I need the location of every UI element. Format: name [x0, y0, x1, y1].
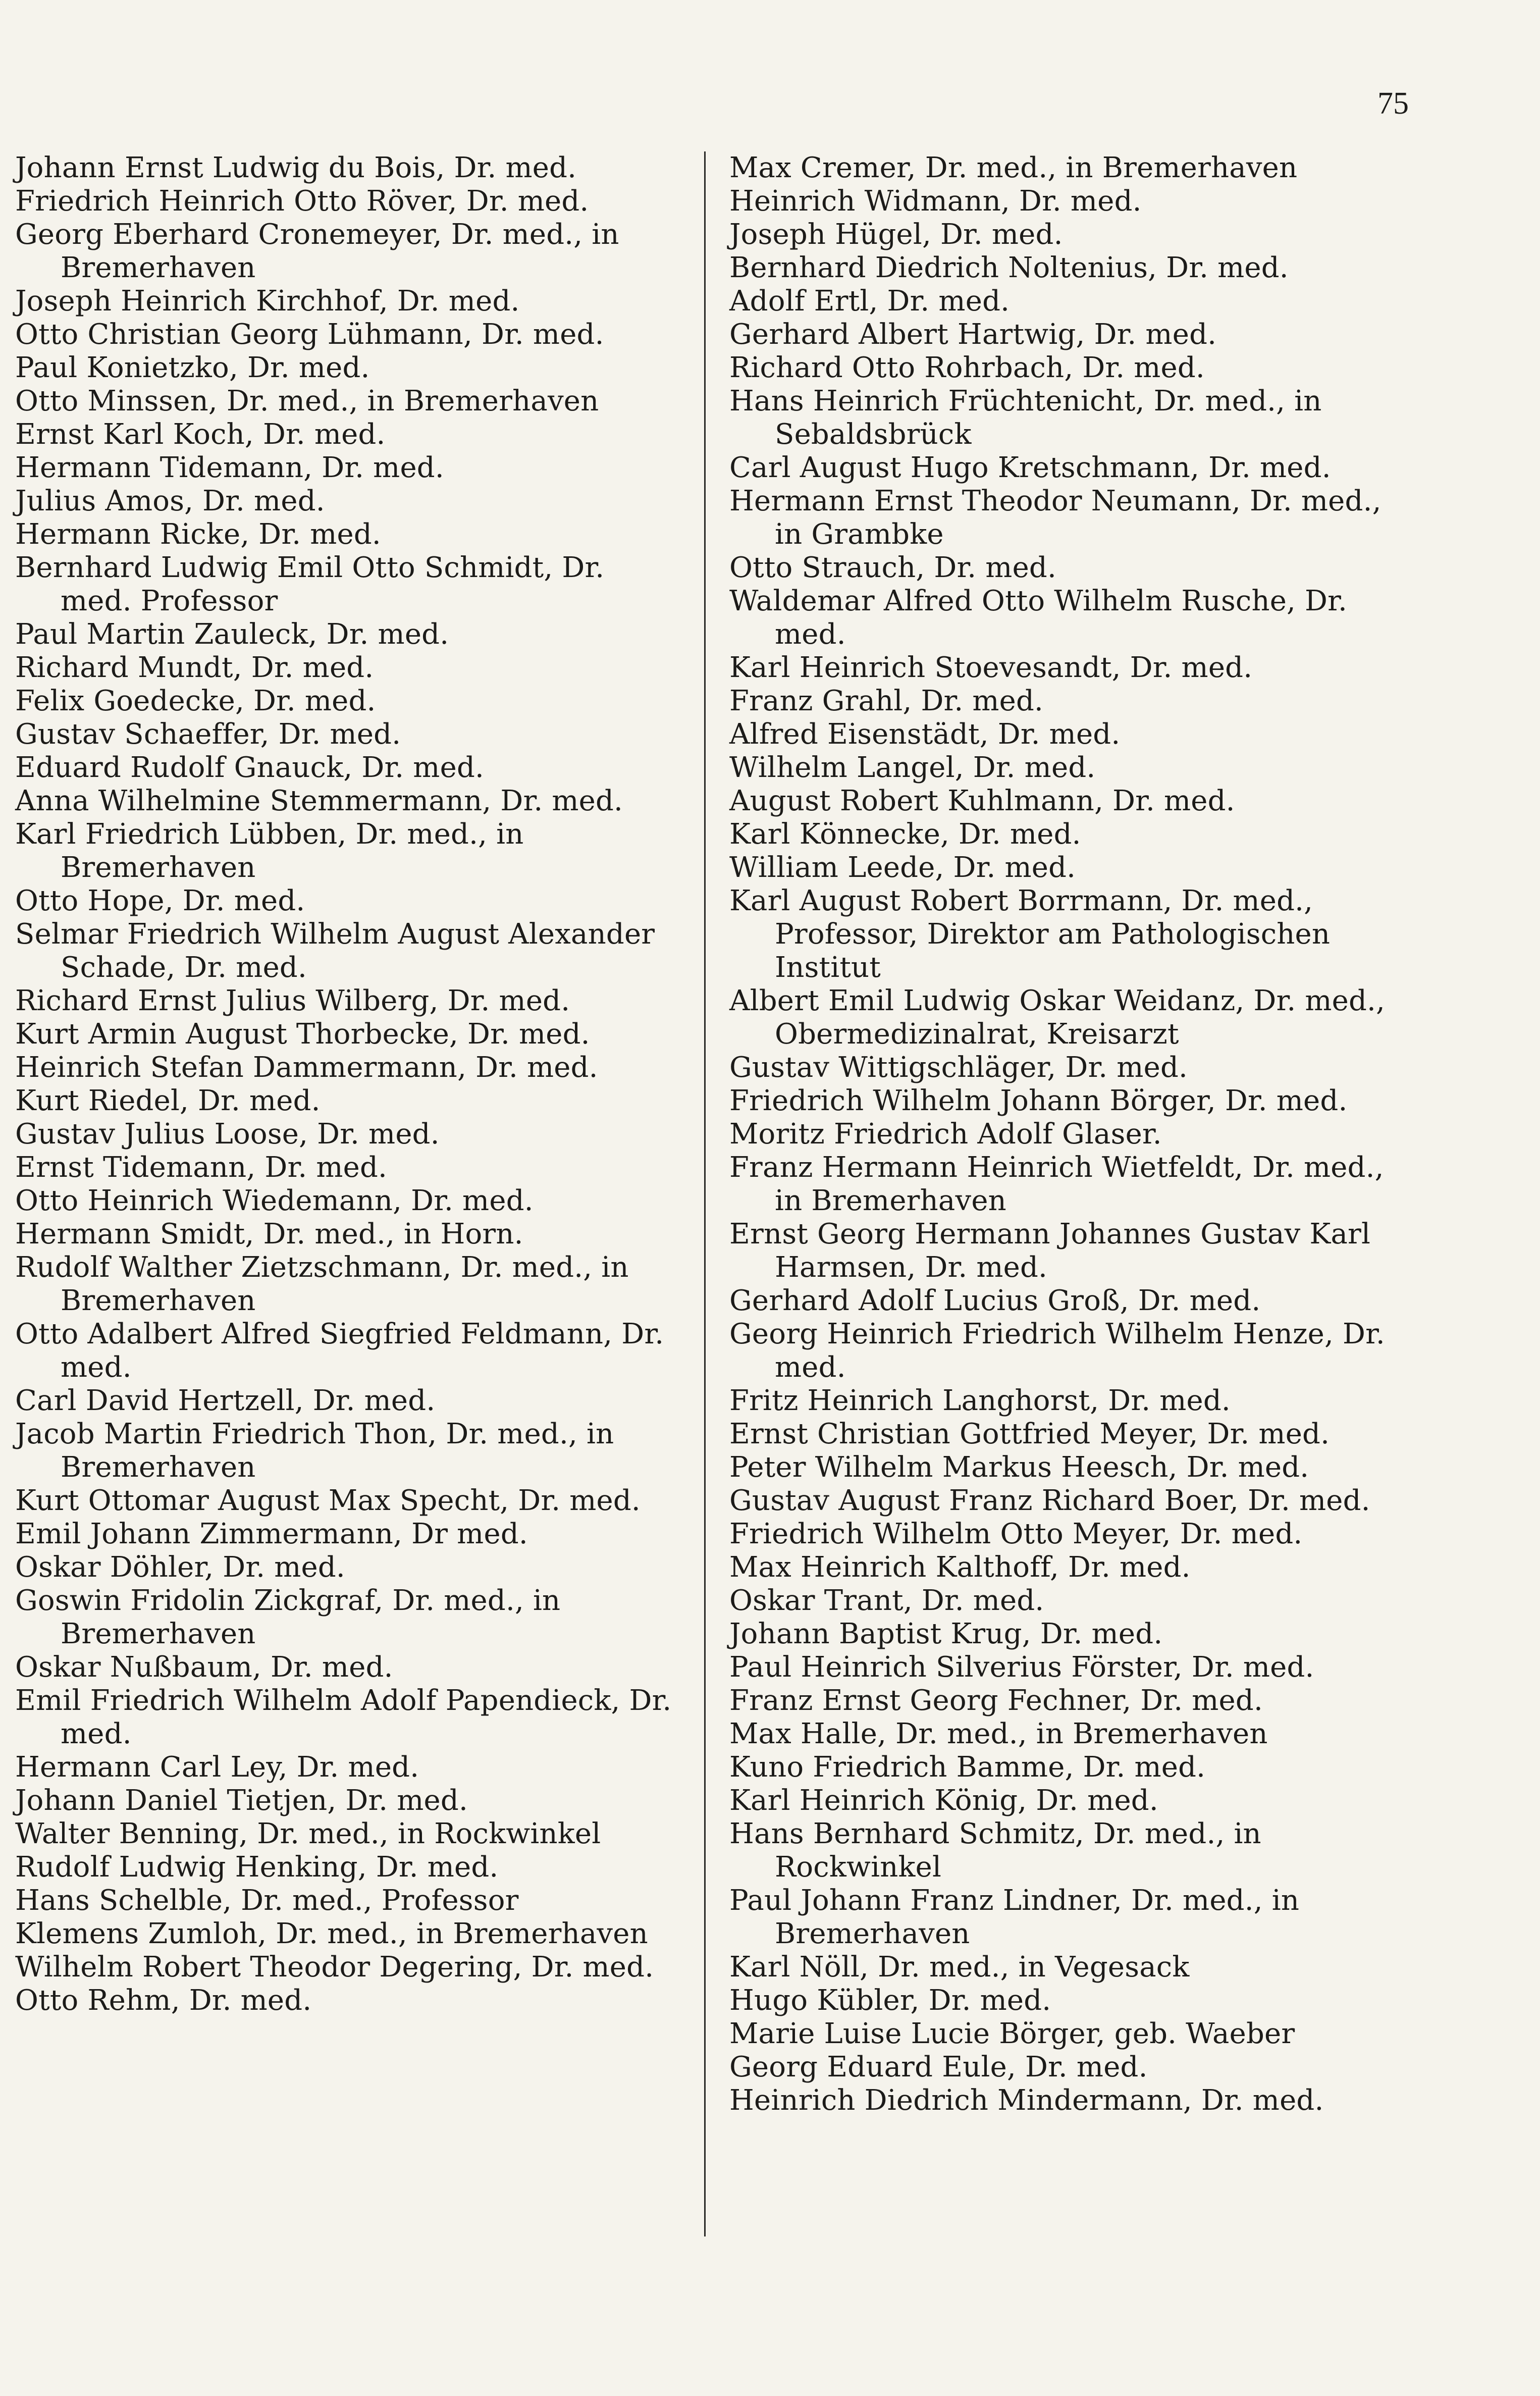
- list-item: Goswin Fridolin Zickgraf, Dr. med., in Bremerhaven: [15, 1584, 561, 1650]
- list-item: Paul Heinrich Silverius Förster, Dr. med.: [729, 1651, 1314, 1684]
- list-item: Rudolf Walther Zietzschmann, Dr. med., in Bremerhaven: [15, 1251, 629, 1317]
- list-item: Hans Schelble, Dr. med., Professor: [15, 1884, 519, 1917]
- list-item: Hermann Ernst Theodor Neumann, Dr. med., in Grambke: [729, 485, 1382, 551]
- list-item: Joseph Hügel, Dr. med.: [729, 218, 1063, 251]
- right-column: [729, 151, 1391, 2117]
- list-item: Paul Martin Zauleck, Dr. med.: [15, 618, 449, 651]
- list-item: Max Heinrich Kalthoff, Dr. med.: [729, 1551, 1191, 1584]
- list-item: Carl David Hertzell, Dr. med.: [15, 1384, 436, 1417]
- list-item: Hermann Smidt, Dr. med., in Horn.: [15, 1218, 523, 1251]
- list-item: Oskar Nußbaum, Dr. med.: [15, 1651, 393, 1684]
- list-item: Gustav Julius Loose, Dr. med.: [15, 1118, 440, 1151]
- list-item: Franz Grahl, Dr. med.: [729, 685, 1044, 717]
- list-item: Otto Hope, Dr. med.: [15, 884, 305, 917]
- list-item: Georg Eduard Eule, Dr. med.: [729, 2051, 1148, 2084]
- list-item: Moritz Friedrich Adolf Glaser.: [729, 1118, 1162, 1151]
- list-item: Heinrich Stefan Dammermann, Dr. med.: [15, 1051, 598, 1084]
- list-item: Karl Könnecke, Dr. med.: [729, 818, 1081, 851]
- list-item: Richard Otto Rohrbach, Dr. med.: [729, 351, 1205, 384]
- list-item: Rudolf Ludwig Henking, Dr. med.: [15, 1851, 499, 1884]
- list-item: Karl August Robert Borrmann, Dr. med., Professor, Direktor am Pathologischen Institut: [729, 884, 1331, 984]
- list-item: Kurt Armin August Thorbecke, Dr. med.: [15, 1018, 590, 1051]
- list-item: Friedrich Heinrich Otto Röver, Dr. med.: [15, 185, 589, 218]
- list-item: Hans Heinrich Früchtenicht, Dr. med., in Sebaldsbrück: [729, 385, 1322, 451]
- list-item: Kuno Friedrich Bamme, Dr. med.: [729, 1751, 1206, 1784]
- list-item: Emil Friedrich Wilhelm Adolf Papendieck, Dr. med.: [15, 1684, 672, 1750]
- list-item: Walter Benning, Dr. med., in Rockwinkel: [15, 1817, 601, 1850]
- list-item: Franz Ernst Georg Fechner, Dr. med.: [729, 1684, 1263, 1717]
- list-item: Richard Ernst Julius Wilberg, Dr. med.: [15, 984, 570, 1017]
- list-item: Oskar Trant, Dr. med.: [729, 1584, 1044, 1617]
- list-item: Ernst Karl Koch, Dr. med.: [15, 418, 386, 451]
- list-item: Paul Johann Franz Lindner, Dr. med., in Bremerhaven: [729, 1884, 1300, 1950]
- list-item: Bernhard Ludwig Emil Otto Schmidt, Dr. med. Professor: [15, 551, 605, 617]
- list-item: Ernst Christian Gottfried Meyer, Dr. med.: [729, 1418, 1330, 1450]
- column-divider: [704, 151, 706, 2236]
- list-item: Jacob Martin Friedrich Thon, Dr. med., in Bremerhaven: [15, 1418, 614, 1484]
- list-item: Hugo Kübler, Dr. med.: [729, 1984, 1051, 2017]
- list-item: Peter Wilhelm Markus Heesch, Dr. med.: [729, 1451, 1309, 1484]
- list-item: Emil Johann Zimmermann, Dr med.: [15, 1518, 528, 1550]
- list-item: Johann Baptist Krug, Dr. med.: [729, 1618, 1163, 1650]
- list-item: Franz Hermann Heinrich Wietfeldt, Dr. med., in Bremerhaven: [729, 1151, 1384, 1217]
- list-item: Klemens Zumloh, Dr. med., in Bremerhaven: [15, 1917, 648, 1950]
- list-item: Karl Friedrich Lübben, Dr. med., in Bremerhaven: [15, 818, 524, 884]
- list-item: Hermann Ricke, Dr. med.: [15, 518, 381, 551]
- list-item: Hermann Carl Ley, Dr. med.: [15, 1751, 419, 1784]
- list-item: Johann Daniel Tietjen, Dr. med.: [15, 1784, 468, 1817]
- list-item: Waldemar Alfred Otto Wilhelm Rusche, Dr. med.: [729, 585, 1347, 651]
- list-item: Johann Ernst Ludwig du Bois, Dr. med.: [15, 151, 577, 184]
- list-item: Gustav Schaeffer, Dr. med.: [15, 718, 401, 751]
- list-item: Anna Wilhelmine Stemmermann, Dr. med.: [15, 785, 623, 817]
- list-item: Selmar Friedrich Wilhelm August Alexander Schade, Dr. med.: [15, 918, 655, 984]
- list-item: Eduard Rudolf Gnauck, Dr. med.: [15, 751, 484, 784]
- list-item: Friedrich Wilhelm Otto Meyer, Dr. med.: [729, 1518, 1303, 1550]
- list-item: Gerhard Albert Hartwig, Dr. med.: [729, 318, 1217, 351]
- list-item: Joseph Heinrich Kirchhof, Dr. med.: [15, 285, 520, 318]
- list-item: Kurt Ottomar August Max Specht, Dr. med.: [15, 1484, 641, 1517]
- list-item: Gustav August Franz Richard Boer, Dr. med.: [729, 1484, 1370, 1517]
- list-item: Alfred Eisenstädt, Dr. med.: [729, 718, 1121, 751]
- list-item: Otto Rehm, Dr. med.: [15, 1984, 312, 2017]
- list-item: Richard Mundt, Dr. med.: [15, 651, 374, 684]
- list-item: Ernst Georg Hermann Johannes Gustav Karl Harmsen, Dr. med.: [729, 1218, 1371, 1284]
- list-item: Wilhelm Langel, Dr. med.: [729, 751, 1096, 784]
- list-item: Max Halle, Dr. med., in Bremerhaven: [729, 1717, 1268, 1750]
- list-item: Marie Luise Lucie Börger, geb. Waeber: [729, 2017, 1295, 2050]
- list-item: Paul Konietzko, Dr. med.: [15, 351, 370, 384]
- list-item: Gustav Wittigschläger, Dr. med.: [729, 1051, 1188, 1084]
- list-item: Heinrich Diedrich Mindermann, Dr. med.: [729, 2084, 1324, 2117]
- list-item: Otto Christian Georg Lühmann, Dr. med.: [15, 318, 604, 351]
- list-item: Heinrich Widmann, Dr. med.: [729, 185, 1142, 218]
- list-item: Otto Heinrich Wiedemann, Dr. med.: [15, 1184, 534, 1217]
- list-item: Fritz Heinrich Langhorst, Dr. med.: [729, 1384, 1231, 1417]
- list-item: Hans Bernhard Schmitz, Dr. med., in Rockwinkel: [729, 1817, 1261, 1884]
- list-item: August Robert Kuhlmann, Dr. med.: [729, 785, 1235, 817]
- list-item: Oskar Döhler, Dr. med.: [15, 1551, 345, 1584]
- list-item: Max Cremer, Dr. med., in Bremerhaven: [729, 151, 1298, 184]
- list-item: Otto Adalbert Alfred Siegfried Feldmann, Dr. med.: [15, 1318, 664, 1384]
- list-item: Georg Eberhard Cronemeyer, Dr. med., in Bremerhaven: [15, 218, 619, 284]
- list-item: Otto Minssen, Dr. med., in Bremerhaven: [15, 385, 599, 418]
- list-item: Bernhard Diedrich Noltenius, Dr. med.: [729, 251, 1289, 284]
- list-item: Felix Goedecke, Dr. med.: [15, 685, 376, 717]
- list-item: Gerhard Adolf Lucius Groß, Dr. med.: [729, 1284, 1261, 1317]
- list-item: Adolf Ertl, Dr. med.: [729, 285, 1010, 318]
- list-item: Karl Heinrich König, Dr. med.: [729, 1784, 1158, 1817]
- page-number: 75: [1377, 86, 1409, 121]
- list-item: Ernst Tidemann, Dr. med.: [15, 1151, 388, 1184]
- list-item: Carl August Hugo Kretschmann, Dr. med.: [729, 451, 1331, 484]
- list-item: Wilhelm Robert Theodor Degering, Dr. med.: [15, 1951, 654, 1984]
- list-item: Kurt Riedel, Dr. med.: [15, 1084, 321, 1117]
- list-item: Karl Nöll, Dr. med., in Vegesack: [729, 1951, 1190, 1984]
- list-item: Julius Amos, Dr. med.: [15, 485, 325, 517]
- list-item: Friedrich Wilhelm Johann Börger, Dr. med.: [729, 1084, 1348, 1117]
- list-item: Karl Heinrich Stoevesandt, Dr. med.: [729, 651, 1253, 684]
- list-item: Hermann Tidemann, Dr. med.: [15, 451, 444, 484]
- list-item: William Leede, Dr. med.: [729, 851, 1076, 884]
- list-item: Albert Emil Ludwig Oskar Weidanz, Dr. med., Obermedizinalrat, Kreisarzt: [729, 984, 1386, 1051]
- list-item: Georg Heinrich Friedrich Wilhelm Henze, Dr. med.: [729, 1318, 1385, 1384]
- left-column: [15, 151, 676, 2017]
- list-item: Otto Strauch, Dr. med.: [729, 551, 1056, 584]
